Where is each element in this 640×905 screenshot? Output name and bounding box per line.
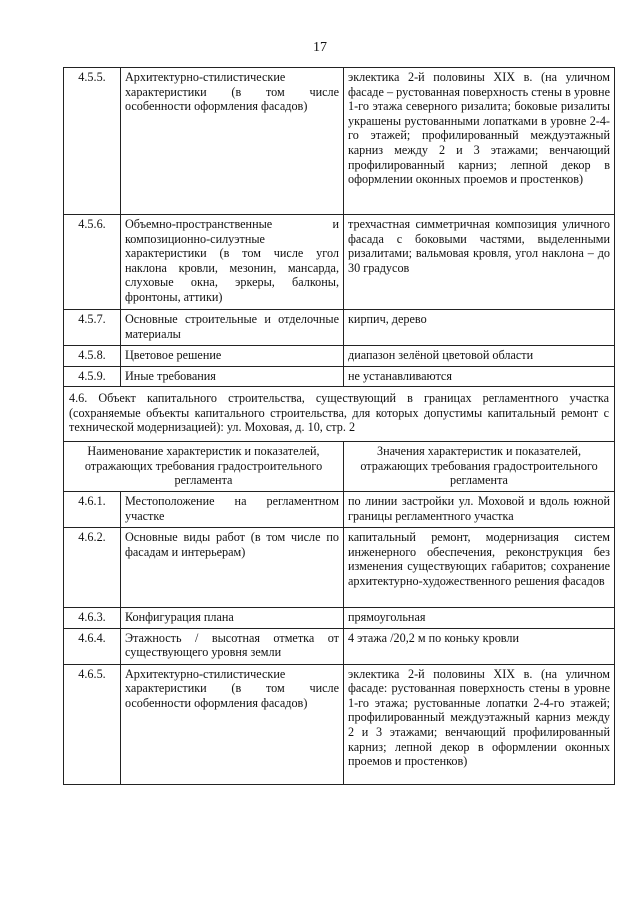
header-row [64,441,615,491]
row-number: 4.6.1. [64,491,121,527]
row-characteristic: Объемно-пространственные и композиционно-силуэтные характеристики (в том числе угол наклона кровли, мезонин, мансарда, слуховые окна, эркеры, балконы, фронтоны, аттики) [121,215,344,310]
row-value: капитальный ремонт, модернизация систем инженерного обеспечения, реконструкция без изменения существующих габаритов; сохранение архитектурно-художественного решения фасадов [344,527,615,607]
table-row [64,68,615,215]
row-value: по линии застройки ул. Моховой и вдоль южной границы регламентного участка [344,491,615,527]
row-value: эклектика 2-й половины XIX в. (на уличном фасаде: рустованная поверхность стены в уровне 1-го этажа; рустованные лопатки 2-4-го этажей; профилированный междуэтажный карниз между 2 и 3 этажами; венчающий профилированный карниз; лепной декор в оформлении оконных проемов и простенков) [344,664,615,784]
section-row [64,387,615,442]
row-value: 4 этажа /20,2 м по коньку кровли [344,628,615,664]
table-row [64,607,615,628]
row-number: 4.6.5. [64,664,121,784]
table-row [64,215,615,310]
row-number: 4.6.4. [64,628,121,664]
row-characteristic: Основные виды работ (в том числе по фасадам и интерьерам) [121,527,344,607]
row-characteristic: Этажность / высотная отметка от существующего уровня земли [121,628,344,664]
row-value: прямоугольная [344,607,615,628]
table-row [64,366,615,387]
row-number: 4.5.9. [64,366,121,387]
row-number: 4.5.5. [64,68,121,215]
row-value: эклектика 2-й половины XIX в. (на уличном фасаде – рустованная поверхность стены в уровне 1-го этажа северного ризалита; боковые ризалиты украшены рустованными лопатками в уровне 2-4-го этажей; профилированный междуэтажный карниз между 2 и 3 этажами; венчающий профилированный карниз; лепной декор в оформлении оконных проемов и простенков) [344,68,615,215]
table-row [64,664,615,784]
table-row [64,628,615,664]
row-characteristic: Основные строительные и отделочные материалы [121,310,344,346]
row-number: 4.6.2. [64,527,121,607]
row-number: 4.5.8. [64,346,121,367]
row-number: 4.5.7. [64,310,121,346]
row-number: 4.6.3. [64,607,121,628]
row-characteristic: Иные требования [121,366,344,387]
header-characteristic: Наименование характеристик и показателей, отражающих требования градостроительного регламента [64,441,344,491]
row-characteristic: Архитектурно-стилистические характеристики (в том числе особенности оформления фасадов) [121,68,344,215]
table-row [64,527,615,607]
header-value: Значения характеристик и показателей, отражающих требования градостроительного регламента [344,441,615,491]
table-row [64,310,615,346]
row-characteristic: Местоположение на регламентном участке [121,491,344,527]
regulation-table [63,67,615,785]
row-characteristic: Конфигурация плана [121,607,344,628]
page-number: 17 [313,40,327,55]
row-number: 4.5.6. [64,215,121,310]
row-value: не устанавливаются [344,366,615,387]
row-characteristic: Цветовое решение [121,346,344,367]
table-row [64,491,615,527]
section-heading: 4.6. Объект капитального строительства, существующий в границах регламентного участка (сохраняемые объекты капитального строительства, для которых допустимы капитальный ремонт с технической модернизацией): ул. Моховая, д. 10, стр. 2 [64,387,615,442]
row-characteristic: Архитектурно-стилистические характеристики (в том числе особенности оформления фасадов) [121,664,344,784]
row-value: трехчастная симметричная композиция уличного фасада с боковыми частями, выделенными ризалитами; вальмовая кровля, угол наклона – до 30 градусов [344,215,615,310]
table-row [64,346,615,367]
row-value: диапазон зелёной цветовой области [344,346,615,367]
row-value: кирпич, дерево [344,310,615,346]
